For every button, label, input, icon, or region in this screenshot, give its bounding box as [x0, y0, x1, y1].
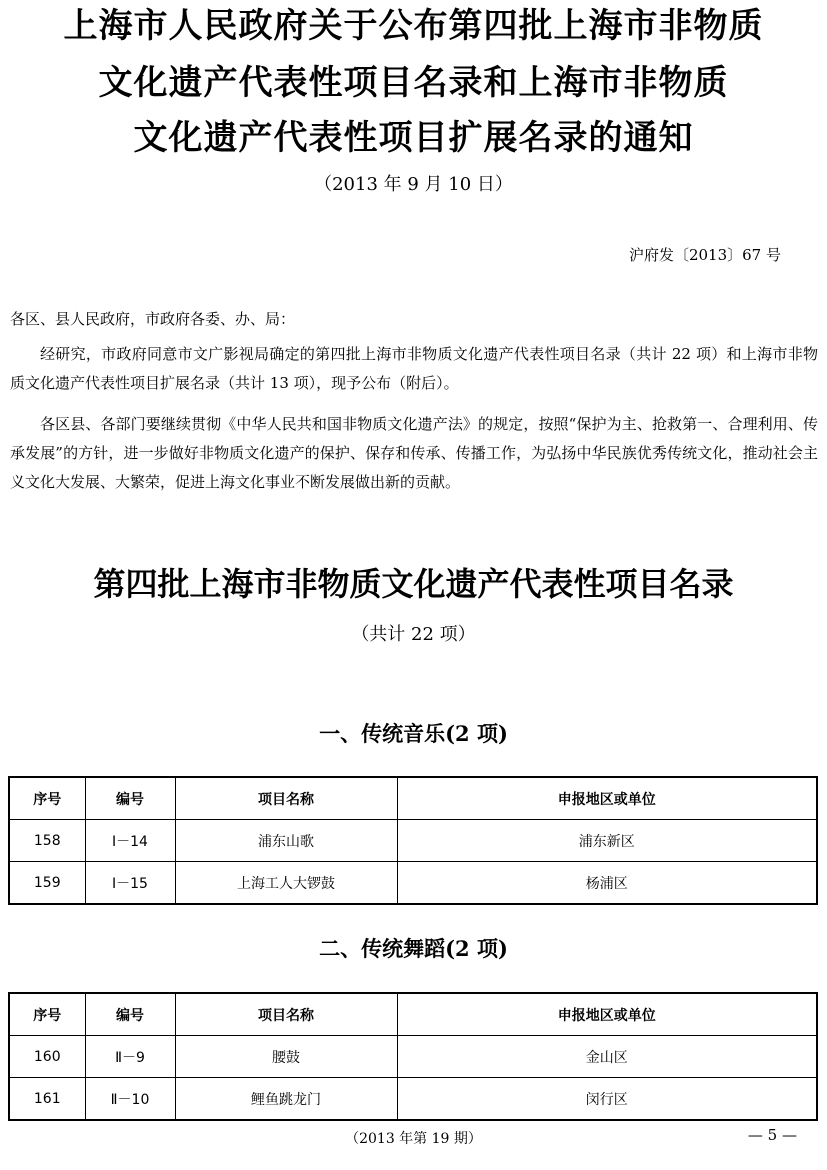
cell-project-name: 浦东山歌 — [175, 820, 397, 862]
table-header-row — [9, 777, 817, 820]
title-line-1: 上海市人民政府关于公布第四批上海市非物质 — [63, 6, 764, 46]
page-number: — 5 — — [747, 1126, 797, 1144]
section-heading-dance: 二、传统舞蹈(2 项) — [319, 936, 508, 961]
header-code: 编号 — [85, 777, 175, 820]
list-title: 第四批上海市非物质文化遗产代表性项目名录 — [93, 565, 734, 603]
table-row — [9, 1078, 817, 1121]
salutation: 各区、县人民政府，市政府各委、办、局： — [10, 310, 296, 328]
document-number: 沪府发〔2013〕67 号 — [628, 246, 781, 264]
cell-applicant: 金山区 — [397, 1036, 817, 1078]
body-paragraph-2: 各区县、各部门要继续贯彻《中华人民共和国非物质文化遗产法》的规定，按照“保护为主、抢救第一、合理利用、传承发展”的方针，进一步做好非物质文化遗产的保护、保存和传承、传播工作，为弘扬中华民族优秀传统文化，推动社会主义文化大发展、大繁荣，促进上海文化事业不断发展做出新的贡献。 — [10, 415, 818, 491]
cell-index: 160 — [9, 1036, 85, 1078]
cell-applicant: 浦东新区 — [397, 820, 817, 862]
header-applicant: 申报地区或单位 — [397, 777, 817, 820]
cell-code: Ⅱ－10 — [85, 1078, 175, 1121]
cell-code: Ⅰ－15 — [85, 862, 175, 905]
table-row — [9, 820, 817, 862]
table-row — [9, 1036, 817, 1078]
header-index: 序号 — [9, 993, 85, 1036]
table-header-row — [9, 993, 817, 1036]
issue-date: （2013 年 9 月 10 日） — [314, 174, 513, 195]
header-project-name: 项目名称 — [175, 993, 397, 1036]
cell-project-name: 鲤鱼跳龙门 — [175, 1078, 397, 1121]
header-index: 序号 — [9, 777, 85, 820]
title-line-3: 文化遗产代表性项目扩展名录的通知 — [133, 118, 694, 158]
cell-project-name: 腰鼓 — [175, 1036, 397, 1078]
title-line-2: 文化遗产代表性项目名录和上海市非物质 — [98, 63, 729, 103]
cell-code: Ⅰ－14 — [85, 820, 175, 862]
header-code: 编号 — [85, 993, 175, 1036]
cell-code: Ⅱ－9 — [85, 1036, 175, 1078]
section-heading-music: 一、传统音乐(2 项) — [319, 721, 508, 746]
body-paragraph-1: 经研究，市政府同意市文广影视局确定的第四批上海市非物质文化遗产代表性项目名录（共计 22 项）和上海市非物质文化遗产代表性项目扩展名录（共计 13 项），现予公布（附后）。 — [10, 345, 818, 392]
footer-issue: （2013 年第 19 期） — [345, 1131, 482, 1147]
table-traditional-dance — [8, 992, 818, 1121]
list-subtitle: （共计 22 项） — [351, 624, 476, 645]
table-traditional-music — [8, 776, 818, 905]
cell-applicant: 闵行区 — [397, 1078, 817, 1121]
header-project-name: 项目名称 — [175, 777, 397, 820]
table-row — [9, 862, 817, 905]
header-applicant: 申报地区或单位 — [397, 993, 817, 1036]
cell-index: 159 — [9, 862, 85, 905]
cell-index: 158 — [9, 820, 85, 862]
cell-applicant: 杨浦区 — [397, 862, 817, 905]
cell-project-name: 上海工人大锣鼓 — [175, 862, 397, 905]
cell-index: 161 — [9, 1078, 85, 1121]
